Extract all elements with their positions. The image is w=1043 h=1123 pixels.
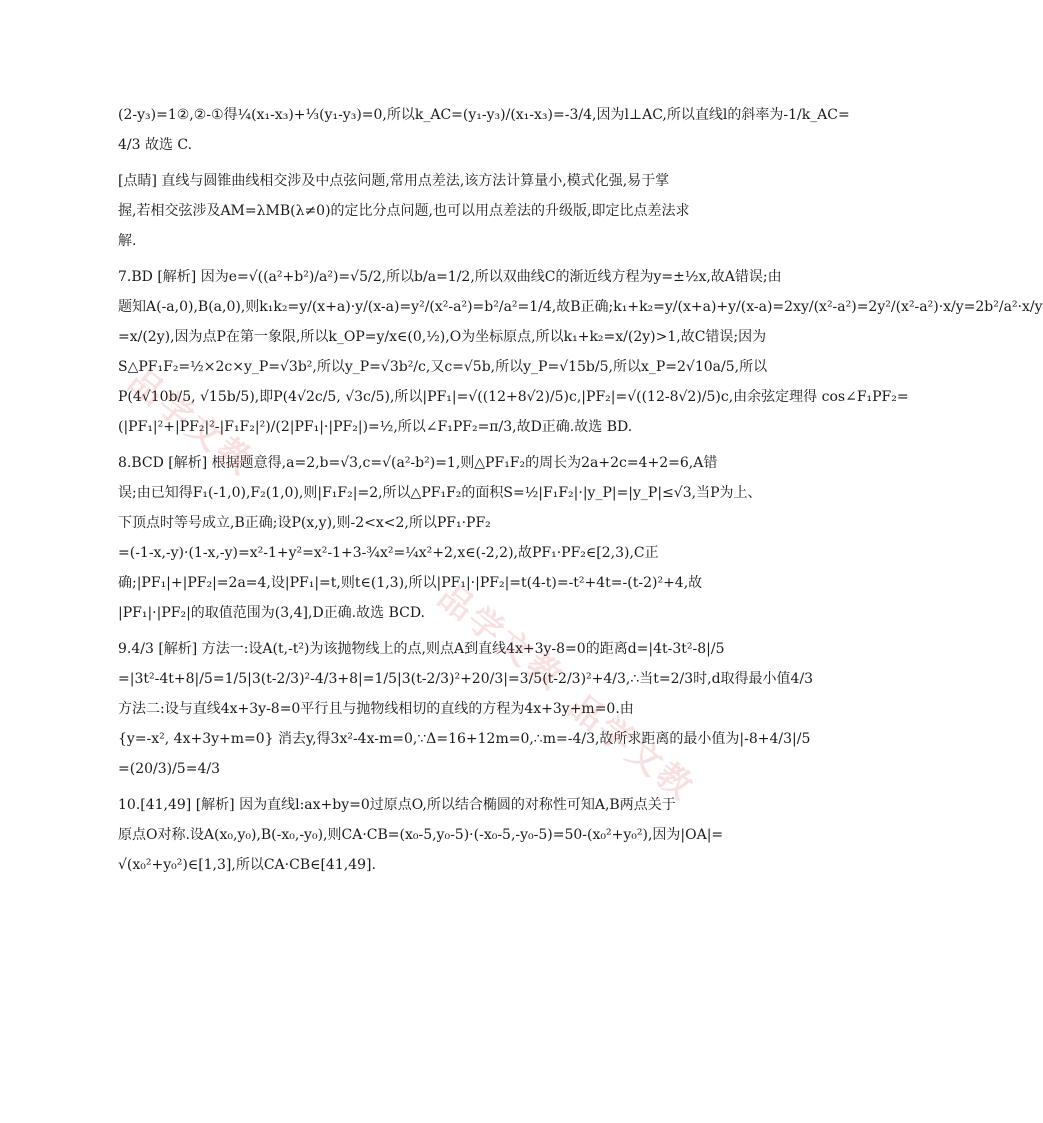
watermark-1: 品学文教 (120, 361, 262, 484)
text-line: 题知A(-a,0),B(a,0),则k₁k₂=y/(x+a)·y/(x-a)=y²/(x²-a²)=b²/a²=1/4,故B正确;k₁+k₂=y/(x+a)+y/(x-a)=2xy/(x²-a²)=2y²/(x²-a²)·x/y=2b²/a²·x/y (118, 299, 1043, 315)
watermark-2: 品学文教 (430, 576, 572, 699)
text-line: =(-1-x,-y)·(1-x,-y)=x²-1+y²=x²-1+3-¾x²=¼x²+2,x∈(-2,2),故PF₁·PF₂∈[2,3),C正 (118, 545, 659, 561)
text-line: (|PF₁|²+|PF₂|²-|F₁F₂|²)/(2|PF₁|·|PF₂|)=½,所以∠F₁PF₂=π/3,故D正确.故选 BD. (118, 419, 633, 435)
text-line: (2-y₃)=1②,②-①得¼(x₁-x₃)+⅓(y₁-y₃)=0,所以k_AC=(y₁-y₃)/(x₁-x₃)=-3/4,因为l⊥AC,所以直线l的斜率为-1/k_AC= (118, 107, 850, 123)
text-block (118, 100, 1043, 880)
text-line: 10.[41,49] [解析] 因为直线l:ax+by=0过原点O,所以结合椭圆的对称性可知A,B两点关于 (118, 797, 676, 813)
text-line: 4/3 故选 C. (118, 137, 193, 153)
text-line: 下顶点时等号成立,B正确;设P(x,y),则-2<x<2,所以PF₁·PF₂ (118, 515, 491, 531)
text-line: =|3t²-4t+8|/5=1/5|3(t-2/3)²-4/3+8|=1/5|3(t-2/3)²+20/3|=3/5(t-2/3)²+4/3,∴当t=2/3时,d取得最小值4/3 (118, 671, 814, 687)
text-line: √(x₀²+y₀²)∈[1,3],所以CA·CB∈[41,49]. (118, 857, 376, 873)
text-line: |PF₁|·|PF₂|的取值范围为(3,4],D正确.故选 BCD. (118, 605, 426, 621)
text-line: =x/(2y),因为点P在第一象限,所以k_OP=y/x∈(0,½),O为坐标原点,所以k₁+k₂=x/(2y)>1,故C错误;因为 (118, 329, 767, 345)
text-line: 握,若相交弦涉及AM=λMB(λ≠0)的定比分点问题,也可以用点差法的升级版,即定比点差法求 (118, 203, 690, 219)
text-line: 方法二:设与直线4x+3y-8=0平行且与抛物线相切的直线的方程为4x+3y+m=0.由 (118, 701, 634, 717)
text-line: 7.BD [解析] 因为e=√((a²+b²)/a²)=√5/2,所以b/a=1/2,所以双曲线C的渐近线方程为y=±½x,故A错误;由 (118, 269, 782, 285)
watermark-3: 品学文教 (560, 686, 702, 809)
text-line: {y=-x², 4x+3y+m=0} 消去y,得3x²-4x-m=0,∵Δ=16+12m=0,∴m=-4/3,故所求距离的最小值为|-8+4/3|/5 (118, 731, 811, 747)
text-line: 解. (118, 233, 137, 249)
text-line: 9.4/3 [解析] 方法一:设A(t,-t²)为该抛物线上的点,则点A到直线4x+3y-8=0的距离d=|4t-3t²-8|/5 (118, 641, 725, 657)
text-line: 误;由已知得F₁(-1,0),F₂(1,0),则|F₁F₂|=2,所以△PF₁F₂的面积S=½|F₁F₂|·|y_P|=|y_P|≤√3,当P为上、 (118, 485, 762, 501)
text-line: [点睛] 直线与圆锥曲线相交涉及中点弦问题,常用点差法,该方法计算量小,模式化强,易于掌 (118, 173, 670, 189)
text-line: 8.BCD [解析] 根据题意得,a=2,b=√3,c=√(a²-b²)=1,则△PF₁F₂的周长为2a+2c=4+2=6,A错 (118, 455, 718, 471)
text-line: P(4√10b/5, √15b/5),即P(4√2c/5, √3c/5),所以|PF₁|=√((12+8√2)/5)c,|PF₂|=√((12-8√2)/5)c,由余弦定理得 cos∠F₁PF₂= (118, 389, 909, 405)
text-line: 原点O对称.设A(x₀,y₀),B(-x₀,-y₀),则CA·CB=(x₀-5,y₀-5)·(-x₀-5,-y₀-5)=50-(x₀²+y₀²),因为|OA|= (118, 827, 724, 843)
text-line: =(20/3)/5=4/3 (118, 761, 220, 777)
text-line: S△PF₁F₂=½×2c×y_P=√3b²,所以y_P=√3b²/c,又c=√5b,所以y_P=√15b/5,所以x_P=2√10a/5,所以 (118, 359, 768, 375)
text-line: 确;|PF₁|+|PF₂|=2a=4,设|PF₁|=t,则t∈(1,3),所以|PF₁|·|PF₂|=t(4-t)=-t²+4t=-(t-2)²+4,故 (118, 575, 703, 591)
